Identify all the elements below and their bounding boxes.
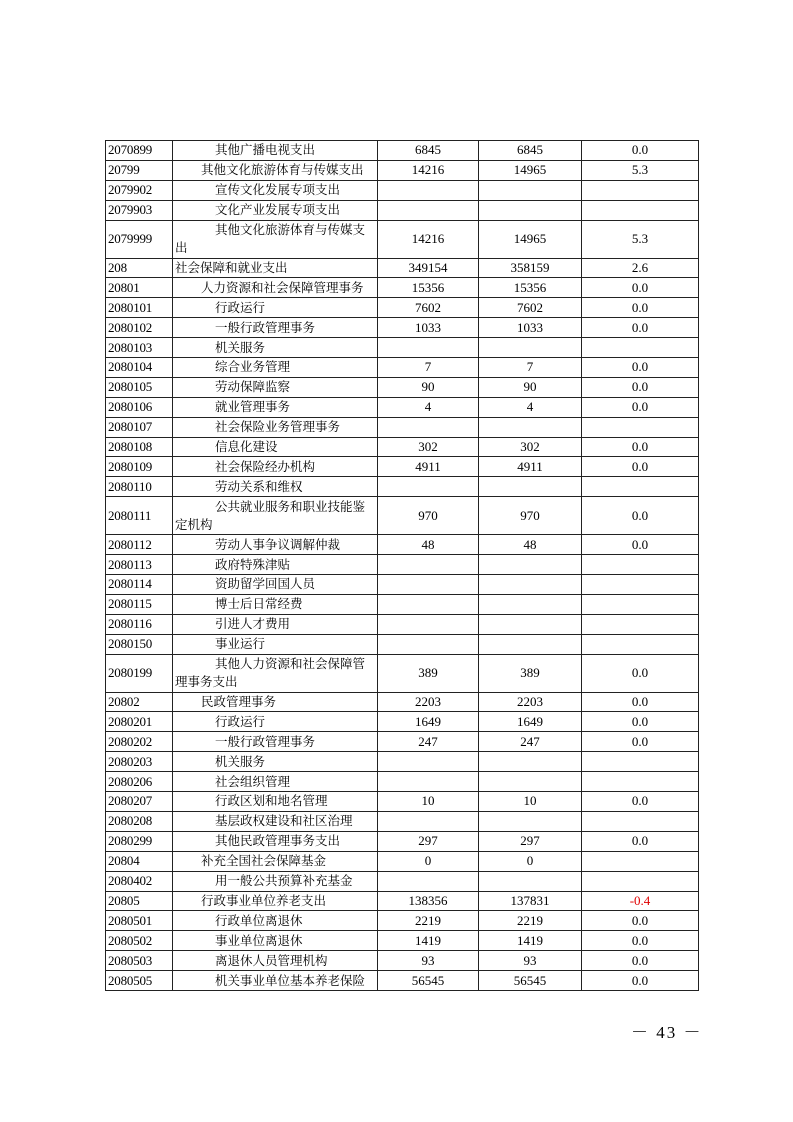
row-value-2: 1419 bbox=[479, 931, 582, 951]
row-code: 2079903 bbox=[106, 200, 173, 220]
row-value-2 bbox=[479, 752, 582, 772]
row-value-1: 14216 bbox=[378, 160, 479, 180]
row-name: 行政区划和地名管理 bbox=[173, 792, 378, 812]
row-value-1 bbox=[378, 871, 479, 891]
page-number: － 43 － bbox=[631, 1023, 703, 1042]
row-value-2 bbox=[479, 871, 582, 891]
row-value-1 bbox=[378, 634, 479, 654]
row-name: 人力资源和社会保障管理事务 bbox=[173, 278, 378, 298]
row-value-2 bbox=[479, 575, 582, 595]
table-row bbox=[106, 141, 699, 161]
row-code: 2079902 bbox=[106, 180, 173, 200]
row-code: 20802 bbox=[106, 692, 173, 712]
row-value-2: 302 bbox=[479, 437, 582, 457]
row-value-2 bbox=[479, 200, 582, 220]
row-value-2 bbox=[479, 417, 582, 437]
row-change-percent: 2.6 bbox=[582, 258, 699, 278]
row-code: 20804 bbox=[106, 851, 173, 871]
row-change-percent bbox=[582, 614, 699, 634]
row-value-2 bbox=[479, 338, 582, 358]
row-change-percent: 0.0 bbox=[582, 951, 699, 971]
row-change-percent bbox=[582, 575, 699, 595]
row-name: 行政事业单位养老支出 bbox=[173, 891, 378, 911]
row-code: 2080505 bbox=[106, 971, 173, 991]
row-name: 文化产业发展专项支出 bbox=[173, 200, 378, 220]
row-change-percent bbox=[582, 634, 699, 654]
table-row bbox=[106, 911, 699, 931]
table-row bbox=[106, 831, 699, 851]
row-value-1 bbox=[378, 811, 479, 831]
table-row bbox=[106, 417, 699, 437]
table-row bbox=[106, 951, 699, 971]
row-name: 机关服务 bbox=[173, 752, 378, 772]
row-change-percent: 0.0 bbox=[582, 358, 699, 378]
row-name: 基层政权建设和社区治理 bbox=[173, 811, 378, 831]
row-name: 社会保险经办机构 bbox=[173, 457, 378, 477]
row-change-percent bbox=[582, 811, 699, 831]
row-name: 就业管理事务 bbox=[173, 397, 378, 417]
row-code: 2080103 bbox=[106, 338, 173, 358]
row-code: 2080111 bbox=[106, 497, 173, 535]
row-value-1: 93 bbox=[378, 951, 479, 971]
row-value-2: 137831 bbox=[479, 891, 582, 911]
row-name: 行政单位离退休 bbox=[173, 911, 378, 931]
row-value-1: 970 bbox=[378, 497, 479, 535]
row-name: 一般行政管理事务 bbox=[173, 732, 378, 752]
row-change-percent bbox=[582, 417, 699, 437]
row-change-percent: 0.0 bbox=[582, 457, 699, 477]
row-code: 2080150 bbox=[106, 634, 173, 654]
table-row bbox=[106, 298, 699, 318]
row-value-2: 14965 bbox=[479, 160, 582, 180]
row-value-2: 15356 bbox=[479, 278, 582, 298]
row-code: 2080105 bbox=[106, 377, 173, 397]
row-value-1: 138356 bbox=[378, 891, 479, 911]
row-value-2: 48 bbox=[479, 535, 582, 555]
table-row bbox=[106, 712, 699, 732]
row-value-1: 1649 bbox=[378, 712, 479, 732]
row-value-1 bbox=[378, 555, 479, 575]
row-code: 2080102 bbox=[106, 318, 173, 338]
row-change-percent: 0.0 bbox=[582, 318, 699, 338]
row-code: 2080402 bbox=[106, 871, 173, 891]
row-value-2: 4911 bbox=[479, 457, 582, 477]
row-value-2: 90 bbox=[479, 377, 582, 397]
row-value-2: 6845 bbox=[479, 141, 582, 161]
row-code: 2080503 bbox=[106, 951, 173, 971]
row-value-1: 297 bbox=[378, 831, 479, 851]
row-value-2 bbox=[479, 594, 582, 614]
table-row bbox=[106, 457, 699, 477]
row-name: 劳动保障监察 bbox=[173, 377, 378, 397]
row-code: 2080107 bbox=[106, 417, 173, 437]
row-code: 2080109 bbox=[106, 457, 173, 477]
table-row bbox=[106, 497, 699, 535]
row-value-2: 247 bbox=[479, 732, 582, 752]
row-code: 2080101 bbox=[106, 298, 173, 318]
row-value-1: 0 bbox=[378, 851, 479, 871]
table-row bbox=[106, 752, 699, 772]
row-name: 机关服务 bbox=[173, 338, 378, 358]
row-value-1: 14216 bbox=[378, 220, 479, 258]
row-value-1: 4911 bbox=[378, 457, 479, 477]
table-row bbox=[106, 477, 699, 497]
row-value-1: 247 bbox=[378, 732, 479, 752]
row-change-percent: 0.0 bbox=[582, 141, 699, 161]
row-value-1: 302 bbox=[378, 437, 479, 457]
row-value-1: 2219 bbox=[378, 911, 479, 931]
row-name: 行政运行 bbox=[173, 712, 378, 732]
row-value-2 bbox=[479, 811, 582, 831]
row-change-percent: 0.0 bbox=[582, 377, 699, 397]
row-name: 社会保险业务管理事务 bbox=[173, 417, 378, 437]
table-row bbox=[106, 891, 699, 911]
row-value-2: 1033 bbox=[479, 318, 582, 338]
row-value-2: 4 bbox=[479, 397, 582, 417]
row-name: 其他民政管理事务支出 bbox=[173, 831, 378, 851]
row-name: 事业单位离退休 bbox=[173, 931, 378, 951]
row-value-1 bbox=[378, 772, 479, 792]
row-change-percent: 0.0 bbox=[582, 971, 699, 991]
row-value-1 bbox=[378, 477, 479, 497]
row-value-2: 93 bbox=[479, 951, 582, 971]
budget-table bbox=[105, 140, 699, 991]
row-name: 其他文化旅游体育与传媒支出 bbox=[173, 160, 378, 180]
row-change-percent bbox=[582, 200, 699, 220]
row-code: 2080116 bbox=[106, 614, 173, 634]
table-row bbox=[106, 594, 699, 614]
row-code: 2080115 bbox=[106, 594, 173, 614]
table-row bbox=[106, 358, 699, 378]
row-code: 208 bbox=[106, 258, 173, 278]
row-change-percent: 0.0 bbox=[582, 497, 699, 535]
table-row bbox=[106, 692, 699, 712]
row-value-1: 4 bbox=[378, 397, 479, 417]
row-value-2 bbox=[479, 634, 582, 654]
row-code: 2080104 bbox=[106, 358, 173, 378]
row-change-percent bbox=[582, 180, 699, 200]
row-name: 机关事业单位基本养老保险 bbox=[173, 971, 378, 991]
table-row bbox=[106, 792, 699, 812]
row-value-1: 90 bbox=[378, 377, 479, 397]
row-code: 20801 bbox=[106, 278, 173, 298]
row-value-2: 7602 bbox=[479, 298, 582, 318]
row-code: 2080112 bbox=[106, 535, 173, 555]
row-value-2 bbox=[479, 614, 582, 634]
row-change-percent: 0.0 bbox=[582, 298, 699, 318]
row-code: 20805 bbox=[106, 891, 173, 911]
row-value-2: 358159 bbox=[479, 258, 582, 278]
row-name: 宣传文化发展专项支出 bbox=[173, 180, 378, 200]
table-row bbox=[106, 338, 699, 358]
row-change-percent: 0.0 bbox=[582, 931, 699, 951]
row-name: 综合业务管理 bbox=[173, 358, 378, 378]
row-change-percent: -0.4 bbox=[582, 891, 699, 911]
row-code: 2080501 bbox=[106, 911, 173, 931]
row-code: 2080206 bbox=[106, 772, 173, 792]
row-value-1 bbox=[378, 417, 479, 437]
table-row bbox=[106, 555, 699, 575]
row-name: 博士后日常经费 bbox=[173, 594, 378, 614]
row-value-2: 389 bbox=[479, 654, 582, 692]
row-change-percent: 5.3 bbox=[582, 160, 699, 180]
row-change-percent: 0.0 bbox=[582, 792, 699, 812]
row-value-2: 2219 bbox=[479, 911, 582, 931]
row-name: 用一般公共预算补充基金 bbox=[173, 871, 378, 891]
row-value-2: 2203 bbox=[479, 692, 582, 712]
row-name: 离退休人员管理机构 bbox=[173, 951, 378, 971]
row-code: 2080110 bbox=[106, 477, 173, 497]
row-value-2 bbox=[479, 180, 582, 200]
table-row bbox=[106, 377, 699, 397]
row-value-1: 15356 bbox=[378, 278, 479, 298]
table-row bbox=[106, 732, 699, 752]
row-change-percent bbox=[582, 851, 699, 871]
row-code: 2080201 bbox=[106, 712, 173, 732]
row-change-percent: 0.0 bbox=[582, 437, 699, 457]
row-value-2: 14965 bbox=[479, 220, 582, 258]
row-value-1 bbox=[378, 338, 479, 358]
row-value-1: 6845 bbox=[378, 141, 479, 161]
row-code: 20799 bbox=[106, 160, 173, 180]
table-row bbox=[106, 851, 699, 871]
table-row bbox=[106, 931, 699, 951]
row-change-percent bbox=[582, 594, 699, 614]
table-row bbox=[106, 575, 699, 595]
row-change-percent: 5.3 bbox=[582, 220, 699, 258]
row-code: 2080208 bbox=[106, 811, 173, 831]
row-value-1: 1033 bbox=[378, 318, 479, 338]
row-value-2: 0 bbox=[479, 851, 582, 871]
row-name: 社会组织管理 bbox=[173, 772, 378, 792]
row-change-percent bbox=[582, 477, 699, 497]
row-value-1 bbox=[378, 752, 479, 772]
table-row bbox=[106, 811, 699, 831]
table-row bbox=[106, 200, 699, 220]
budget-table-body bbox=[106, 141, 699, 991]
table-row bbox=[106, 971, 699, 991]
row-name: 资助留学回国人员 bbox=[173, 575, 378, 595]
row-value-2: 7 bbox=[479, 358, 582, 378]
row-name: 其他广播电视支出 bbox=[173, 141, 378, 161]
row-value-1: 349154 bbox=[378, 258, 479, 278]
row-name: 行政运行 bbox=[173, 298, 378, 318]
row-change-percent: 0.0 bbox=[582, 535, 699, 555]
row-change-percent: 0.0 bbox=[582, 278, 699, 298]
row-change-percent bbox=[582, 772, 699, 792]
table-row bbox=[106, 535, 699, 555]
row-value-2 bbox=[479, 477, 582, 497]
table-row bbox=[106, 318, 699, 338]
row-code: 2080108 bbox=[106, 437, 173, 457]
row-value-1: 7602 bbox=[378, 298, 479, 318]
row-value-1: 7 bbox=[378, 358, 479, 378]
table-row bbox=[106, 220, 699, 258]
row-code: 2080106 bbox=[106, 397, 173, 417]
row-change-percent: 0.0 bbox=[582, 654, 699, 692]
row-code: 2080114 bbox=[106, 575, 173, 595]
row-change-percent: 0.0 bbox=[582, 712, 699, 732]
row-value-2 bbox=[479, 555, 582, 575]
row-value-1: 1419 bbox=[378, 931, 479, 951]
row-value-1 bbox=[378, 200, 479, 220]
table-row bbox=[106, 437, 699, 457]
table-row bbox=[106, 278, 699, 298]
row-value-1 bbox=[378, 575, 479, 595]
row-change-percent bbox=[582, 555, 699, 575]
row-change-percent: 0.0 bbox=[582, 911, 699, 931]
row-name: 政府特殊津贴 bbox=[173, 555, 378, 575]
row-name: 民政管理事务 bbox=[173, 692, 378, 712]
table-row bbox=[106, 614, 699, 634]
row-code: 2080113 bbox=[106, 555, 173, 575]
row-name: 其他文化旅游体育与传媒支出 bbox=[173, 220, 378, 258]
row-code: 2079999 bbox=[106, 220, 173, 258]
row-code: 2080199 bbox=[106, 654, 173, 692]
table-row bbox=[106, 634, 699, 654]
row-name: 补充全国社会保障基金 bbox=[173, 851, 378, 871]
row-value-1: 56545 bbox=[378, 971, 479, 991]
row-name: 引进人才费用 bbox=[173, 614, 378, 634]
row-code: 2080207 bbox=[106, 792, 173, 812]
row-value-1: 48 bbox=[378, 535, 479, 555]
table-row bbox=[106, 258, 699, 278]
row-change-percent: 0.0 bbox=[582, 397, 699, 417]
row-value-2: 56545 bbox=[479, 971, 582, 991]
row-change-percent bbox=[582, 871, 699, 891]
row-value-2 bbox=[479, 772, 582, 792]
row-value-1 bbox=[378, 594, 479, 614]
row-value-2: 10 bbox=[479, 792, 582, 812]
row-change-percent bbox=[582, 752, 699, 772]
row-code: 2080202 bbox=[106, 732, 173, 752]
row-name: 劳动人事争议调解仲裁 bbox=[173, 535, 378, 555]
table-row bbox=[106, 871, 699, 891]
row-value-1 bbox=[378, 180, 479, 200]
table-row bbox=[106, 397, 699, 417]
table-row bbox=[106, 160, 699, 180]
row-name: 事业运行 bbox=[173, 634, 378, 654]
row-change-percent: 0.0 bbox=[582, 732, 699, 752]
row-name: 一般行政管理事务 bbox=[173, 318, 378, 338]
row-change-percent: 0.0 bbox=[582, 692, 699, 712]
row-value-1: 2203 bbox=[378, 692, 479, 712]
row-change-percent: 0.0 bbox=[582, 831, 699, 851]
row-value-2: 970 bbox=[479, 497, 582, 535]
row-code: 2080299 bbox=[106, 831, 173, 851]
row-name: 社会保障和就业支出 bbox=[173, 258, 378, 278]
row-code: 2080203 bbox=[106, 752, 173, 772]
table-row bbox=[106, 772, 699, 792]
row-name: 劳动关系和维权 bbox=[173, 477, 378, 497]
row-code: 2070899 bbox=[106, 141, 173, 161]
row-value-1 bbox=[378, 614, 479, 634]
row-name: 信息化建设 bbox=[173, 437, 378, 457]
row-name: 公共就业服务和职业技能鉴定机构 bbox=[173, 497, 378, 535]
table-row bbox=[106, 180, 699, 200]
row-value-2: 1649 bbox=[479, 712, 582, 732]
row-change-percent bbox=[582, 338, 699, 358]
table-row bbox=[106, 654, 699, 692]
row-value-1: 389 bbox=[378, 654, 479, 692]
row-value-2: 297 bbox=[479, 831, 582, 851]
row-value-1: 10 bbox=[378, 792, 479, 812]
row-name: 其他人力资源和社会保障管理事务支出 bbox=[173, 654, 378, 692]
row-code: 2080502 bbox=[106, 931, 173, 951]
